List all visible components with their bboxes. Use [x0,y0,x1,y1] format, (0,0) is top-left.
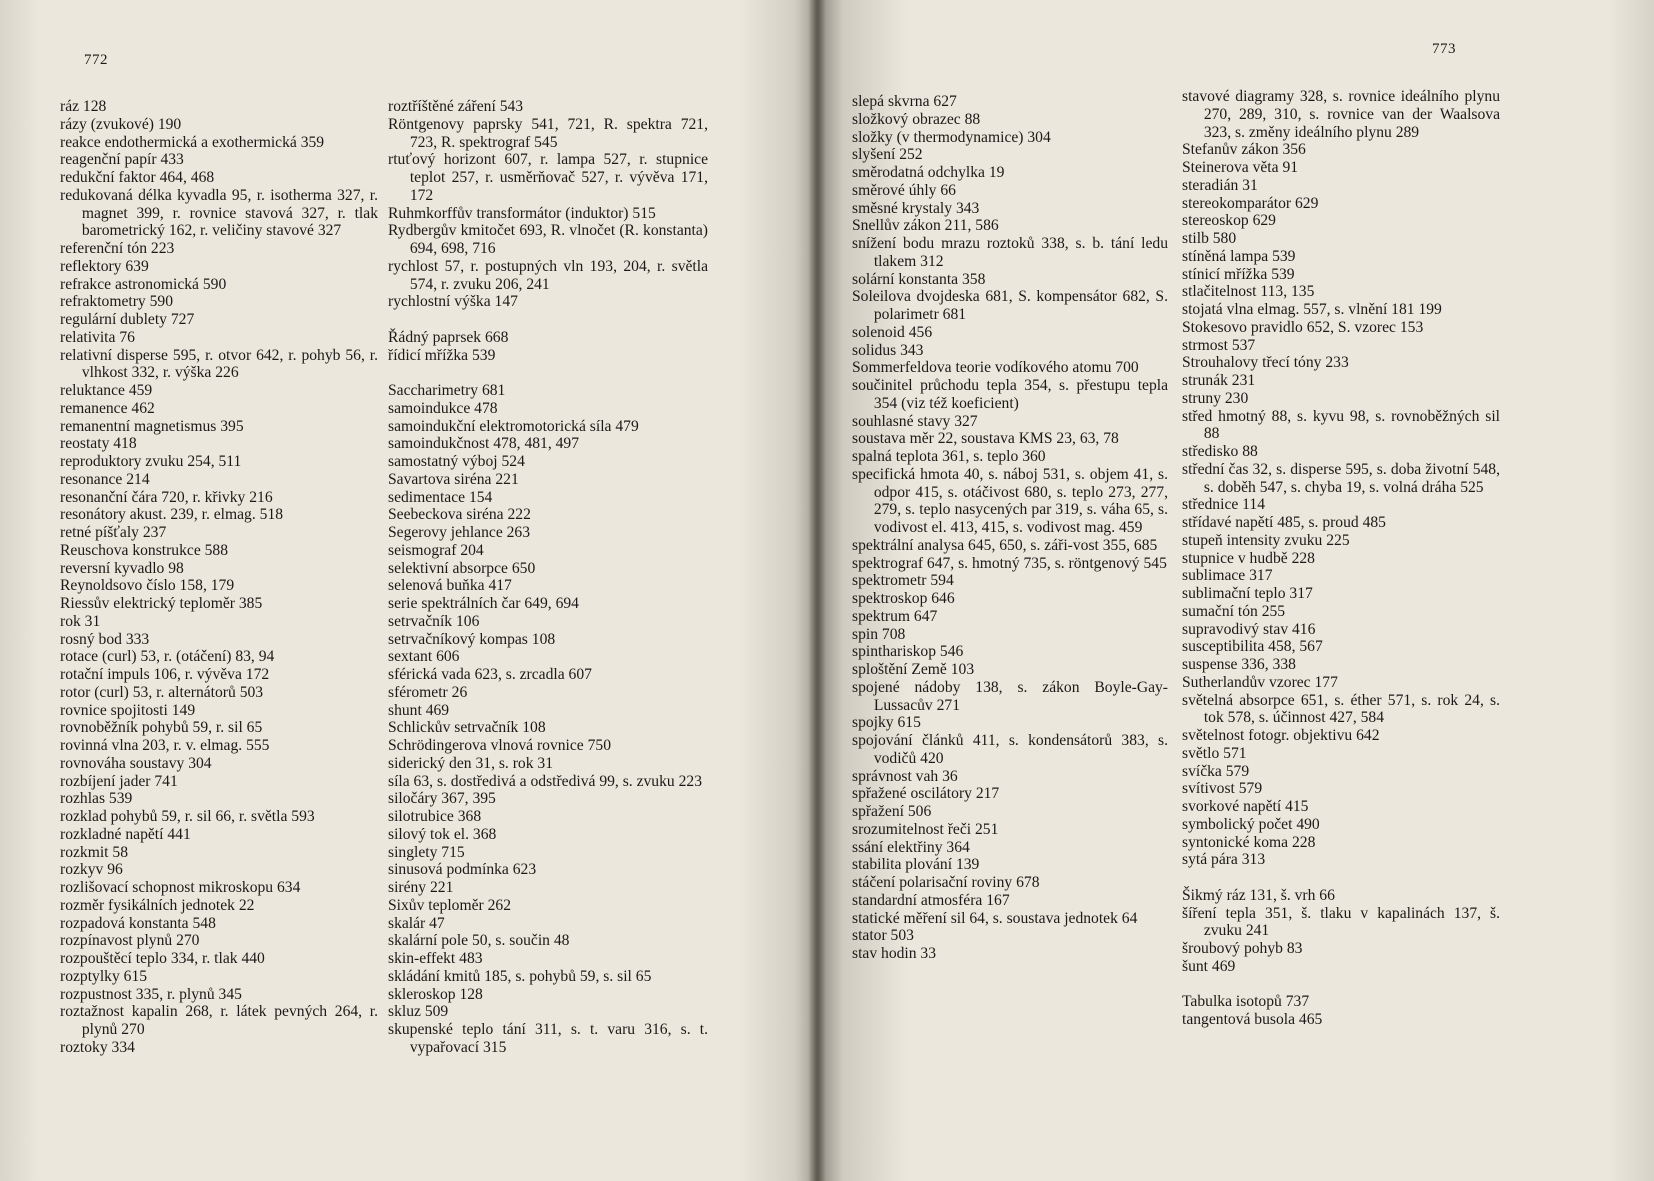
index-entry: reversní kyvadlo 98 [60,559,184,577]
index-entry: spektrální analysa 645, 650, s. záři-vost 355, 685 [852,536,1158,554]
index-entry: světelnost fotogr. objektivu 642 [1182,727,1380,744]
index-entry: solenoid 456 [852,323,933,341]
index-entry: spřažení 506 [852,803,932,820]
index-entry: stavové diagramy 328, s. rovnice ideálního plynu 270, 289, 310, s. rovnice van der Waalsova 323, s. změny ideálního plynu 289 [1182,88,1500,141]
index-entry: silotrubice 368 [388,808,482,825]
index-entry: spřažené oscilátory 217 [852,785,1000,803]
index-entry: susceptibilita 458, 567 [1182,638,1323,656]
index-entry: rovinná vlna 203, r. v. elmag. 555 [60,737,270,754]
index-entry: setrvačníkový kompas 108 [388,630,556,648]
index-entry: skupenské teplo tání 311, s. t. varu 316, s. t. vypařovací 315 [388,1021,708,1056]
index-entry: rosný bod 333 [60,630,150,648]
index-entry: Reuschova konstrukce 588 [60,541,229,559]
index-entry: resonance 214 [60,470,150,488]
index-column-left-2 [388,98,708,1057]
index-entry: správnost vah 36 [852,767,958,785]
index-entry: rozhlas 539 [60,790,133,808]
index-entry: síla 63, s. dostředivá a odstředivá 99, s. zvuku 223 [388,772,702,790]
index-entry: rozlišovací schopnost mikroskopu 634 [60,879,301,896]
index-entry: směrodatná odchylka 19 [852,164,1005,181]
index-entry: Ruhmkorffův transformátor (induktor) 515 [388,204,656,222]
index-entry: skládání kmitů 185, s. pohybů 59, s. sil 65 [388,967,652,985]
index-entry: středisko 88 [1182,443,1258,460]
index-entry: rychlostní výška 147 [388,293,518,311]
index-entry: šíření tepla 351, š. tlaku v kapalinách 137, š. zvuku 241 [1182,904,1500,940]
index-entry: šroubový pohyb 83 [1182,940,1303,957]
index-entry: spojené nádoby 138, s. zákon Boyle-Gay-Lussacův 271 [852,678,1168,714]
index-entry: stupeň intensity zvuku 225 [1182,531,1350,549]
index-entry: stilb 580 [1182,230,1237,247]
index-entry: rázy (zvukové) 190 [60,115,182,133]
index-entry: svíčka 579 [1182,762,1250,780]
index-entry: samoindukce 478 [388,399,498,417]
index-entry: stlačitelnost 113, 135 [1182,283,1315,301]
index-entry: roztažnost kapalin 268, r. látek pevných 264, r. plynů 270 [60,1003,378,1038]
index-entry: remanence 462 [60,399,155,417]
index-entry: sinusová podmínka 623 [388,861,537,879]
index-entry: slepá skvrna 627 [852,93,957,110]
index-entry: reproduktory zvuku 254, 511 [60,453,242,470]
index-entry: sextant 606 [388,648,460,666]
index-entry: supravodivý stav 416 [1182,620,1316,638]
index-entry: Schlickův setrvačník 108 [388,719,546,737]
index-entry: rotační impuls 106, r. vývěva 172 [60,666,270,683]
index-entry: Sutherlandův vzorec 177 [1182,673,1338,691]
index-entry: Soleilova dvojdeska 681, S. kompensátor 682, S. polarimetr 681 [852,288,1168,323]
index-entry: šunt 469 [1182,957,1236,975]
index-entry: soustava měr 22, soustava KMS 23, 63, 78 [852,430,1119,448]
index-entry: slyšení 252 [852,146,923,164]
index-entry: Röntgenovy paprsky 541, 721, R. spektra 721, 723, R. spektrograf 545 [388,115,708,151]
index-column-right-1 [852,93,1168,963]
index-entry: sytá pára 313 [1182,851,1266,869]
index-entry: svítivost 579 [1182,780,1263,798]
index-entry: steradián 31 [1182,176,1258,194]
index-entry: Rydbergův kmitočet 693, R. vlnočet (R. konstanta) 694, 698, 716 [388,222,708,257]
index-entry: rozpustnost 335, r. plynů 345 [60,985,242,1003]
index-entry: strmost 537 [1182,336,1256,354]
index-entry: ráz 128 [60,98,107,115]
index-entry: světelná absorpce 651, s. éther 571, s. rok 24, s. tok 578, s. účinnost 427, 584 [1182,691,1500,727]
left-page [0,0,818,1181]
book-gutter [808,0,826,1181]
index-entry: remanentní magnetismus 395 [60,417,244,435]
index-entry: relativita 76 [60,328,135,346]
index-entry: stator 503 [852,927,914,945]
index-entry: rovnice spojitosti 149 [60,701,196,719]
index-entry: tangentová busola 465 [1182,1011,1323,1028]
index-entry: solidus 343 [852,341,924,359]
index-entry: standardní atmosféra 167 [852,891,1010,909]
index-entry: Steinerova věta 91 [1182,159,1299,176]
index-entry: střední čas 32, s. disperse 595, s. doba životní 548, s. doběh 547, s. chyba 19, s. volná dráha 525 [1182,460,1500,496]
index-entry: rozptylky 615 [60,967,148,985]
index-entry: srozumitelnost řeči 251 [852,820,999,838]
index-entry: reostaty 418 [60,435,137,453]
index-entry: stav hodin 33 [852,945,937,962]
index-entry: syntonické koma 228 [1182,833,1316,851]
index-entry: řídicí mřížka 539 [388,346,496,364]
index-entry: sploštění Země 103 [852,661,975,678]
index-entry: sublimační teplo 317 [1182,585,1313,602]
index-entry: součinitel průchodu tepla 354, s. přestupu tepla 354 (viz též koeficient) [852,377,1168,412]
index-entry: rozkmit 58 [60,843,128,861]
index-entry: ssání elektřiny 364 [852,838,970,856]
index-entry: specifická hmota 40, s. náboj 531, s. objem 41, s. odpor 415, s. otáčivost 680, s. teplo 273, 277, 279, s. teplo nasycených par 319, s. váha 65, s. vodivost el. 413, 415, s. vodivost mag. 459 [852,465,1168,536]
index-entry: rok 31 [60,612,101,630]
index-entry: snížení bodu mrazu roztoků 338, s. b. tání ledu tlakem 312 [852,235,1168,270]
index-entry: sublimace 317 [1182,567,1273,585]
index-entry: roztříštěné záření 543 [388,98,524,115]
index-entry: stereoskop 629 [1182,212,1276,230]
index-entry: statické měření sil 64, s. soustava jednotek 64 [852,909,1138,927]
index-entry: Řádný paprsek 668 [388,328,509,346]
index-entry: svorkové napětí 415 [1182,798,1309,815]
index-entry: Tabulka isotopů 737 [1182,993,1310,1011]
index-entry: směsné krystaly 343 [852,199,980,217]
index-entry: Sixův teploměr 262 [388,896,512,914]
index-entry: siderický den 31, s. rok 31 [388,754,554,772]
index-entry: selektivní absorpce 650 [388,559,536,577]
index-entry: relativní disperse 595, r. otvor 642, r. pohyb 56, r. vlhkost 332, r. výška 226 [60,346,378,382]
index-entry: reakce endothermická a exothermická 359 [60,133,325,151]
index-entry: refraktometry 590 [60,293,174,311]
index-entry: směrové úhly 66 [852,181,956,199]
index-entry: reluktance 459 [60,382,153,399]
index-entry: rotor (curl) 53, r. alternátorů 503 [60,683,264,701]
index-entry: složky (v thermodynamice) 304 [852,128,1051,146]
index-entry: rozkyv 96 [60,861,123,879]
index-entry: stupnice v hudbě 228 [1182,549,1315,567]
index-entry: samoindukční elektromotorická síla 479 [388,417,639,435]
index-entry: symbolický počet 490 [1182,815,1320,833]
index-entry: spektrograf 647, s. hmotný 735, s. röntgenový 545 [852,554,1167,572]
index-entry: retné píšťaly 237 [60,524,167,541]
index-entry: reagenční papír 433 [60,151,184,169]
index-entry: reflektory 639 [60,257,149,275]
index-entry: Segerovy jehlance 263 [388,524,531,541]
index-entry: Sommerfeldova teorie vodíkového atomu 700 [852,359,1139,377]
index-entry: Stefanův zákon 356 [1182,141,1306,159]
index-entry: skalární pole 50, s. součin 48 [388,932,570,950]
index-entry: samostatný výboj 524 [388,453,525,470]
index-entry: Reynoldsovo číslo 158, 179 [60,577,235,595]
index-entry: resonanční čára 720, r. křivky 216 [60,488,273,506]
index-entry: rozkladné napětí 441 [60,825,191,843]
index-entry: selenová buňka 417 [388,577,512,595]
page-number-right: 773 [1432,41,1456,57]
index-entry: rozpadová konstanta 548 [60,914,216,932]
index-entry: skluz 509 [388,1003,449,1021]
index-entry: spektroskop 646 [852,590,955,607]
index-entry: sumační tón 255 [1182,602,1286,620]
index-entry: Stokesovo pravidlo 652, S. vzorec 153 [1182,318,1424,336]
index-entry: spinthariskop 546 [852,643,964,661]
index-entry: rotace (curl) 53, r. (otáčení) 83, 94 [60,648,275,666]
index-entry: rozbíjení jader 741 [60,772,178,790]
index-entry: stíněná lampa 539 [1182,247,1296,265]
index-entry: refrakce astronomická 590 [60,275,227,293]
index-entry: střed hmotný 88, s. kyvu 98, s. rovnoběžných sil 88 [1182,407,1500,443]
index-entry: stáčení polarisační roviny 678 [852,874,1040,891]
page-number-left: 772 [84,52,108,68]
index-entry: stabilita plování 139 [852,856,980,874]
index-entry: spojky 615 [852,714,921,732]
index-entry: střídavé napětí 485, s. proud 485 [1182,514,1386,531]
index-column-left-1 [60,98,378,1057]
index-entry: sférická vada 623, s. zrcadla 607 [388,666,592,683]
index-entry: strunák 231 [1182,372,1256,389]
index-entry: suspense 336, 338 [1182,656,1296,673]
index-column-right-2 [1182,88,1500,1029]
index-entry: silový tok el. 368 [388,825,497,843]
index-entry: roztoky 334 [60,1038,135,1056]
index-entry: stínicí mřížka 539 [1182,265,1295,283]
index-entry: složkový obrazec 88 [852,110,981,128]
index-entry: setrvačník 106 [388,612,480,630]
index-entry: seismograf 204 [388,541,484,559]
index-entry: skin-effekt 483 [388,950,483,967]
index-entry: resonátory akust. 239, r. elmag. 518 [60,506,284,524]
index-entry: stojatá vlna elmag. 557, s. vlnění 181 199 [1182,301,1442,318]
index-entry: Schrödingerova vlnová rovnice 750 [388,737,612,754]
index-entry: struny 230 [1182,389,1249,407]
index-entry: Seebeckova siréna 222 [388,506,531,524]
index-entry: redukční faktor 464, 468 [60,169,215,186]
index-entry: spojování článků 411, s. kondensátorů 383, s. vodičů 420 [852,732,1168,767]
index-entry: skleroskop 128 [388,985,483,1003]
index-entry: spin 708 [852,625,906,643]
index-entry: Snellův zákon 211, 586 [852,217,999,235]
index-entry: solární konstanta 358 [852,270,986,288]
index-entry: stereokomparátor 629 [1182,194,1319,212]
index-entry: Savartova siréna 221 [388,470,519,488]
index-entry: spektrometr 594 [852,572,954,590]
index-entry: Strouhalovy třecí tóny 233 [1182,354,1349,372]
index-entry: světlo 571 [1182,744,1247,762]
index-entry: střednice 114 [1182,496,1265,514]
index-entry: spektrum 647 [852,607,938,625]
index-entry: referenční tón 223 [60,240,175,257]
index-entry: rtuťový horizont 607, r. lampa 527, r. stupnice teplot 257, r. usměrňovač 527, r. vývěva 171, 172 [388,151,708,204]
index-entry: sirény 221 [388,879,454,896]
index-entry: siločáry 367, 395 [388,790,496,808]
index-entry: regulární dublety 727 [60,311,195,328]
index-entry: shunt 469 [388,701,450,719]
index-entry: redukovaná délka kyvadla 95, r. isotherma 327, r. magnet 399, r. rovnice stavová 327, r. tlak barometrický 162, r. veličiny stavové 327 [60,186,378,240]
index-entry: rozpouštěcí teplo 334, r. tlak 440 [60,950,265,967]
index-entry: samoindukčnost 478, 481, 497 [388,435,580,453]
index-entry: rozklad pohybů 59, r. sil 66, r. světla 593 [60,808,315,825]
index-entry: Riessův elektrický teploměr 385 [60,595,263,612]
index-entry: Saccharimetry 681 [388,382,506,399]
index-entry: souhlasné stavy 327 [852,412,978,430]
index-entry: spalná teplota 361, s. teplo 360 [852,448,1046,465]
index-entry: rovnováha soustavy 304 [60,754,212,772]
index-entry: serie spektrálních čar 649, 694 [388,595,579,612]
index-entry: rozpínavost plynů 270 [60,932,200,950]
index-entry: rozměr fysikálních jednotek 22 [60,896,255,914]
index-entry: singlety 715 [388,843,465,861]
index-entry: sedimentace 154 [388,488,493,506]
index-entry: Šikmý ráz 131, š. vrh 66 [1182,886,1335,904]
index-entry: sférometr 26 [388,683,468,701]
index-entry: skalár 47 [388,914,445,932]
index-entry: rovnoběžník pohybů 59, r. sil 65 [60,719,263,737]
index-entry: rychlost 57, r. postupných vln 193, 204, r. světla 574, r. zvuku 206, 241 [388,257,708,293]
